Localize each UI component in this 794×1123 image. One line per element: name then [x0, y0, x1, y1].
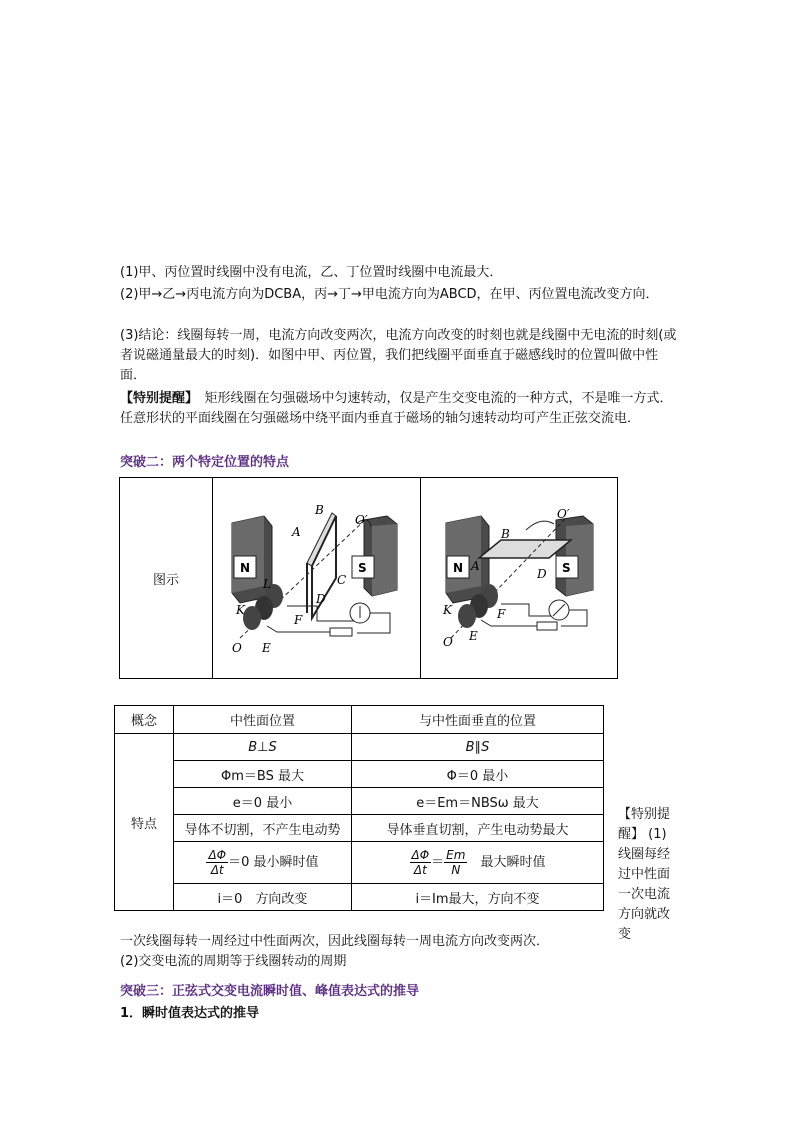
label-F: F [294, 613, 303, 627]
cell-perp-4: 导体垂直切割，产生电动势最大 [352, 815, 604, 842]
cell-neutral-1: B⊥S [174, 734, 352, 761]
label-D: D [537, 567, 547, 581]
generator-diagram-a [212, 478, 420, 678]
tip-paragraph [120, 389, 680, 429]
header-neutral: 中性面位置 [174, 706, 352, 734]
label-A: A [471, 559, 480, 573]
cell-perp-2: Φ＝0 最小 [352, 761, 604, 788]
cell-neutral-3: e＝0 最小 [174, 788, 352, 815]
label-B: B [315, 503, 324, 517]
cell-neutral-4: 导体不切割，不产生电动势 [174, 815, 352, 842]
tip-text: 矩形线圈在匀强磁场中匀速转动，仅是产生交变电流的一种方式，不是唯一方式．任意形状的平面线圈在匀强磁场中绕平面内垂直于磁场的轴匀速转动均可产生正弦交流电． [120, 391, 673, 426]
cell-neutral-6: i＝0 方向改变 [174, 884, 352, 911]
label-A: A [292, 525, 301, 539]
cell-perp-3: e＝Em＝NBSω 最大 [352, 788, 604, 815]
label-K: K [236, 603, 245, 617]
cell-neutral-2: Φm＝BS 最大 [174, 761, 352, 788]
label-E: E [469, 629, 478, 643]
after-line-1: 一次线圈每转一周经过中性面两次，因此线圈每转一周电流方向改变两次． [120, 934, 550, 949]
fraction-dphi-dt: $\frac{\Delta\Phi}{\Delta t}$ [208, 848, 227, 877]
header-concept: 概念 [115, 706, 174, 734]
properties-table [114, 705, 604, 911]
cell-perp-6: i＝Im最大，方向不变 [352, 884, 604, 911]
label-K: K [443, 603, 452, 617]
label-E: E [262, 641, 271, 655]
label-S: S [358, 561, 367, 575]
label-F: F [497, 607, 506, 621]
header-perpendicular: 与中性面垂直的位置 [352, 706, 604, 734]
section-heading-3: 突破三：正弦式交变电流瞬时值、峰值表达式的推导 [120, 984, 420, 999]
tip-label: 【特别提醒】 [120, 391, 192, 406]
label-O: O [232, 641, 242, 655]
cell-perp-5: $\frac{\Delta\Phi}{\Delta t}$ ＝ $\frac{Em}{N}$ 最大瞬时值 [352, 842, 604, 884]
label-S: S [562, 561, 571, 575]
figure-label: 图示 [120, 478, 213, 678]
label-C: C [337, 573, 347, 587]
label-B: B [501, 527, 510, 541]
cell-neutral-5: $\frac{\Delta\Phi}{\Delta t}$ ＝0 最小瞬时值 [174, 842, 352, 884]
row-label-features: 特点 [115, 734, 174, 911]
subheading-1: 1．瞬时值表达式的推导 [120, 1006, 260, 1021]
side-tip: 【特别提醒】 (1)线圈每经过中性面一次电流方向就改变 [618, 807, 671, 942]
label-N: N [240, 561, 251, 575]
after-line-2: (2)交变电流的周期等于线圈转动的周期 [120, 954, 347, 969]
section-heading-2: 突破二：两个特定位置的特点 [120, 455, 290, 470]
label-O-prime: O′ [557, 507, 570, 521]
cell-perp-1: B∥S [352, 734, 604, 761]
fraction-em-n: $\frac{Em}{N}$ [446, 848, 466, 877]
label-D: D [316, 592, 326, 606]
paragraph-2: (2)甲→乙→丙电流方向为DCBA，丙→丁→甲电流方向为ABCD，在甲、丙位置电流改变方向． [120, 287, 659, 302]
figure-neutral-plane [212, 478, 421, 678]
figure-table [119, 477, 618, 679]
paragraph-1: (1)甲、丙位置时线圈中没有电流，乙、丁位置时线圈中电流最大． [120, 265, 503, 280]
label-O: O [443, 635, 453, 649]
label-L: L [263, 577, 271, 591]
generator-diagram-b [421, 478, 617, 678]
label-N: N [453, 561, 464, 575]
figure-perpendicular-plane [421, 478, 617, 678]
paragraph-3: (3)结论：线圈每转一周，电流方向改变两次，电流方向改变的时刻也就是线圈中无电流的时刻(或者说磁通量最大的时刻)．如图中甲、丙位置，我们把线圈平面垂直于磁感线时的位置叫做中性面． [120, 328, 677, 383]
fraction-dphi-dt: $\frac{\Delta\Phi}{\Delta t}$ [411, 848, 430, 877]
label-O-prime: O′ [355, 513, 368, 527]
